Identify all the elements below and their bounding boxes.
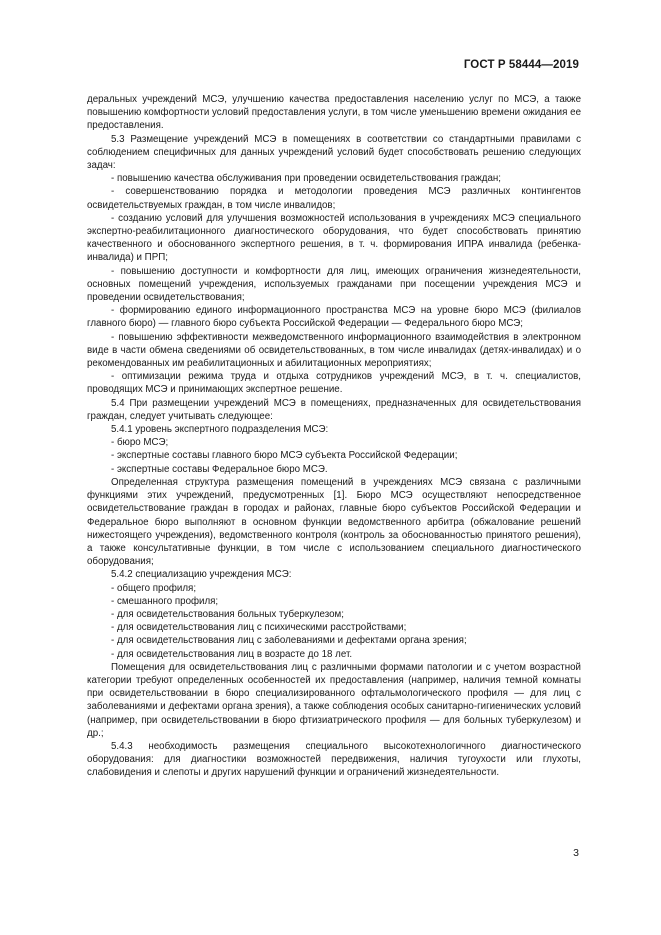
paragraph: деральных учреждений МСЭ, улучшению качества предоставления населению услуг по МСЭ, а также повышению комфортности условий предоставления услуги, в том числе уменьшению времени ожидания ее предоставления. bbox=[87, 94, 581, 132]
paragraph: - совершенствованию порядка и методологии проведения МСЭ различных контингентов освидетельствуемых граждан, в том числе инвалидов; bbox=[87, 186, 581, 211]
paragraph: - повышению качества обслуживания при проведении освидетельствования граждан; bbox=[111, 173, 501, 185]
paragraph: 5.4.2 специализацию учреждения МСЭ: bbox=[111, 569, 292, 581]
standard-designation: ГОСТ Р 58444—2019 bbox=[463, 59, 579, 71]
paragraph: 5.4.3 необходимость размещения специального высокотехнологичного диагностического оборудования: для диагностики возможностей передвижения, наличия тугоухости или глухоты, слабовидения и слепоты и других нарушений функции и ограничений жизнедеятельности. bbox=[87, 740, 581, 779]
paragraph: 5.3 Размещение учреждений МСЭ в помещениях в соответствии со стандартными правилами с соблюдением специфичных для данных учреждений условий будет способствовать решению следующих задач: bbox=[87, 133, 581, 172]
body-text bbox=[87, 93, 581, 780]
paragraph: - для освидетельствования больных туберкулезом; bbox=[111, 608, 344, 620]
paragraph: - для освидетельствования лиц с психическими расстройствами; bbox=[111, 622, 407, 634]
paragraph: - повышению доступности и комфортности для лиц, имеющих ограничения жизнедеятельности, основных помещений учреждения, используемых гражданами при посещении учреждения МСЭ и проведении освидетельствования; bbox=[87, 265, 581, 304]
paragraph: - повышению эффективности межведомственного информационного взаимодействия в электронном виде в части обмена сведениями об освидетельствованных, в том числе инвалидах (детях-инвалидах) и о рекомендованных им реабилитационных и абилитационных мероприятиях; bbox=[87, 331, 581, 370]
paragraph: - созданию условий для улучшения возможностей использования в учреждениях МСЭ специального экспертно-реабилитационного диагностического оборудования, что будет способствовать принятию качественного и обоснованного экспертного решения, в т. ч. формирования ИПРА инвалида (ребенка-инвалида) и ПРП; bbox=[87, 212, 581, 264]
paragraph: - общего профиля; bbox=[111, 582, 197, 594]
paragraph: - экспертные составы Федеральное бюро МСЭ. bbox=[111, 463, 328, 475]
paragraph: 5.4 При размещении учреждений МСЭ в помещениях, предназначенных для освидетельствования граждан, следует учитывать следующее: bbox=[87, 397, 581, 422]
paragraph: Помещения для освидетельствования лиц с различными формами патологии и с учетом возрастной категории требуют определенных особенностей их предоставления (например, наличия темной комнаты при освидетельствовании в бюро специализированного офтальмологического профиля — для лиц с заболеваниями и дефектами органа зрения), а также соблюдения особых санитарно-гигиенических условий (например, при освидетельствовании в бюро фтизиатрического профиля — для больных туберкулезом) и др.; bbox=[87, 661, 581, 739]
paragraph: - для освидетельствования лиц с заболеваниями и дефектами органа зрения; bbox=[111, 635, 467, 647]
paragraph: - смешанного профиля; bbox=[111, 595, 219, 607]
paragraph: - для освидетельствования лиц в возрасте до 18 лет. bbox=[111, 648, 353, 660]
paragraph: - экспертные составы главного бюро МСЭ субъекта Российской Федерации; bbox=[111, 450, 458, 462]
paragraph: - оптимизации режима труда и отдыха сотрудников учреждений МСЭ, в т. ч. специалистов, проводящих МСЭ и принимающих экспертное решение. bbox=[87, 371, 581, 396]
paragraph: Определенная структура размещения помещений в учреждениях МСЭ связана с различными функциями этих учреждений, предусмотренных [1]. Бюро МСЭ осуществляют непосредственное освидетельствование граждан в городах и районах, главные бюро субъектов Российской Федерации и Федеральное бюро выполняют в основном функции ведомственного арбитра (обжалование решений нижестоящего учреждения), ведомственного контроля (контроль за обоснованностью принятого решения), а также консультативные функции, в том числе с использованием специального диагностического оборудования; bbox=[87, 476, 581, 568]
paragraph: 5.4.1 уровень экспертного подразделения МСЭ: bbox=[111, 424, 329, 436]
paragraph: - формированию единого информационного пространства МСЭ на уровне бюро МСЭ (филиалов главного бюро) — главного бюро субъекта Российской Федерации — Федерального бюро МСЭ; bbox=[87, 305, 581, 330]
page-number: 3 bbox=[573, 847, 579, 859]
paragraph: - бюро МСЭ; bbox=[111, 437, 169, 449]
